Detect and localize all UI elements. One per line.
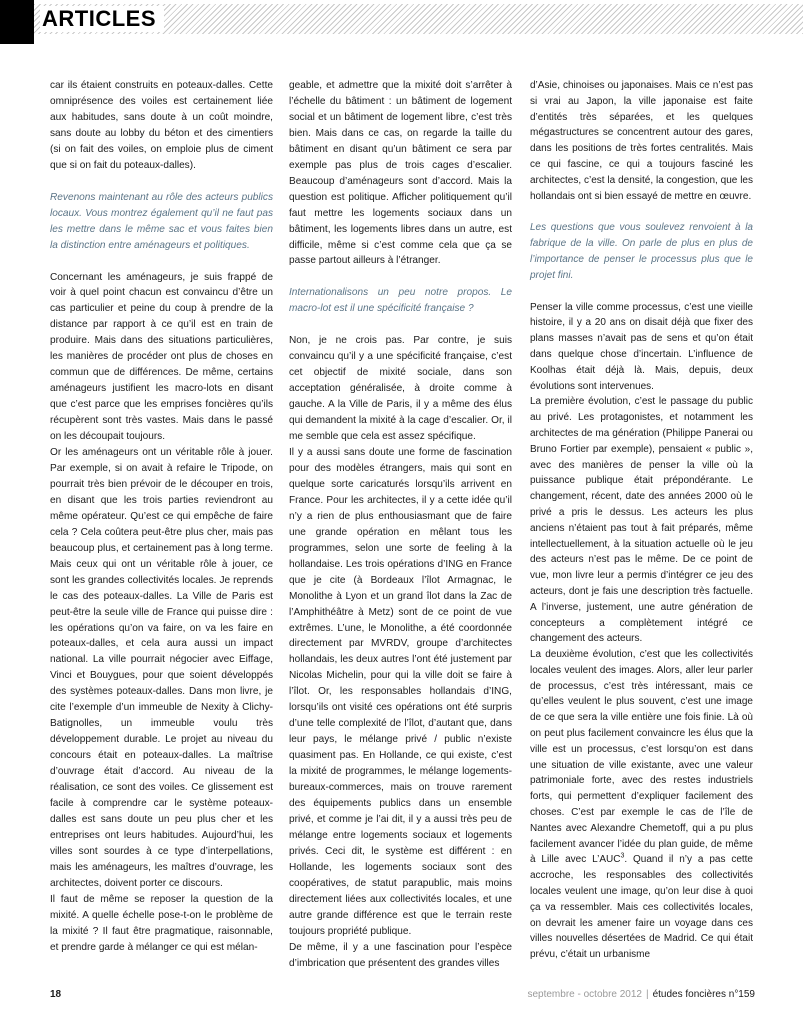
section-header	[0, 0, 803, 44]
footer-issue-info	[527, 989, 755, 1000]
body-paragraph: Non, je ne crois pas. Par contre, je suis convaincu qu’il y a une spécificité française, c’est cet objectif de mixité sociale, dans son acceptation généralisée, à droite comme à gauche. A la Ville de Paris, il y a même des élus qui demandent la mixité à la cage d’escalier. Or, il me semble que cela est assez spécifique.	[289, 335, 512, 443]
body-paragraph: Il y a aussi sans doute une forme de fascination pour des modèles étrangers, mais qui sont en quelque sorte caricaturés lorsqu’ils arrivent en France. Pour les architectes, il y a cette idée qu’il n’y a rien de plus enthousiasmant que de faire une grande opération en mêlant tous les programmes, selon une sorte de feeling à la hollandaise. Les trois opérations d’ING en France que je cite (à Bordeaux l’îlot Armagnac, le Monolithe à Lyon et un grand îlot dans la Zac de l’Amphithéâtre à Metz) sont de ce point de vue extrêmes. L’une, le Monolithe, a été coordonnée directement par MVRDV, groupe d’architectes hollandais, les deux autres l’ont été justement par Nicolas Michelin, pour qui la ville doit se faire à l’îlot. Or, les responsables hollandais d’ING, lorsqu’ils ont visité ces opérations ont été surpris d’une telle complexité de l’îlot, d’autant que, dans leur pays, le mélange privé / public n’existe quasiment pas. En Hollande, ce qui existe, c’est la mixité de programmes, le mélange logements-bureaux-commerces, mais on trouve rarement des équipements publics dans un ensemble privé, et comme je l’ai dit, il y a aussi très peu de mélange entre logements sociaux et logements privés. Ceci dit, le système est différent : en Hollande, les logements sociaux sont des coopératives, de statut parapublic, mais moins directement liées aux collectivités locales, et une autre grande différence est que le terrain reste toujours propriété publique.	[289, 447, 512, 937]
page-number: 18	[50, 989, 62, 1000]
body-paragraph: d’Asie, chinoises ou japonaises. Mais ce n’est pas si vrai au Japon, la ville japonaise est faite d’entités très séparées, et les quelques mégastructures se concentrent autour des gares, dans les positions de très fortes centralités. Mais ce qui fascine, ce qui a toujours fasciné les architectes, c’est la densité, la congestion, que les hollandais ont si bien essayé de mettre en œuvre.	[530, 80, 753, 202]
text-column-2	[289, 78, 512, 971]
body-paragraph: geable, et admettre que la mixité doit s’arrêter à l’échelle du bâtiment : un bâtiment de logement social et un bâtiment de logement libre, c’est très bien. Mais dans ce cas, on regarde la taille du bâtiment en disant qu’un bâtiment ce sera par exemple pas plus de trois cages d’escalier. Beaucoup d’aménageurs sont d’accord. Mais la question est politique. Afficher politiquement qu’il faut mettre les logements sociaux dans un bâtiment, les logements libres dans un autre, est difficile, même si c’est comme cela que ça se passe partout ailleurs à l’étranger.	[289, 80, 512, 267]
paragraph-text: La deuxième évolution, c’est que les collectivités locales veulent des images. Alors, aller leur parler de processus, c’est très intéressant, mais ce qu’elles veulent le plus souvent, c’est une image de ce que sera la ville entière une fois finie. Là où on peut plus facilement convaincre les élus que la ville est un processus, c’est lorsqu’on est dans une situation de ville existante, avec une valeur patrimoniale forte, avec des restes industriels forts, qui permettent d’expliquer facilement des choses. C’est par exemple le cas de l’île de Nantes avec Alexandre Chemetoff, qui a pu plus facilement avancer l’idée du plan guide, de même à Lille avec L’AUC	[530, 649, 753, 866]
footer-issue: septembre - octobre 2012	[527, 989, 642, 1000]
body-paragraph: car ils étaient construits en poteaux-dalles. Cette omniprésence des voiles est certainement liée aux habitudes, sans doute à un coût moindre, sans doute au lobby du béton et des cimentiers (si on fait des voiles, on emploie plus de ciment que si on fait du poteaux-dalles).	[50, 80, 273, 171]
interview-question: Les questions que vous soulevez renvoient à la fabrique de la ville. On parle de plus en plus de l’importance de penser le processus plus que le projet fini.	[530, 222, 753, 281]
body-paragraph	[530, 647, 753, 963]
section-title: ARTICLES	[40, 6, 164, 32]
footer-separator: |	[645, 989, 649, 1000]
body-paragraph: Concernant les aménageurs, je suis frappé de voir à quel point chacun est convaincu d’être un cas particulier et peine du coup à prendre de la distance par rapport à ce qu’il est en train de produire. Mais dans des situations particulières, les manières de procéder ont plus de choses en commun que de différences. De même, certains aménageurs justifient les macro-lots en disant que c’est parce que les emprises foncières qu’ils récupèrent sont très vastes. Mais dans le passé on les découpait toujours.	[50, 271, 273, 443]
interview-question: Revenons maintenant au rôle des acteurs publics locaux. Vous montrez également qu’il ne faut pas les mettre dans le même sac et vous faites bien la distinction entre aménageurs et politiques.	[50, 191, 273, 251]
paragraph-text-continued: . Quand il n’y a pas cette accroche, les responsables des collectivités locales veulent une image, qu’on leur dise à quoi ça va ressembler. Mais ces collectivités locales, on devrait les amener faire un voyage dans ces villes nouvelles désertées de Madrid. Ce qui était prévu, c’était un urbanisme	[530, 854, 753, 961]
body-paragraph: Or les aménageurs ont un véritable rôle à jouer. Par exemple, si on avait à refaire le Tripode, on pourrait très bien prévoir de le découper en trois, en disant que les trois parties reviendront au même opérateur. Qu’est ce qui empêche de faire cela ? Cela coûtera peut-être plus cher, mais pas beaucoup plus, et certainement pas à long terme. Mais ceux qui ont un véritable rôle à jouer, ce sont les grandes collectivités locales. Je reprends le cas des poteaux-dalles. La Ville de Paris est peut-être la seule ville de France qui puisse dire : les opérations qu’on va faire, on va les faire en poteaux-dalles, et cela aura aussi un impact national. La ville pourrait négocier avec Eiffage, Vinci et Bouygues, pour que soient développés des systèmes poteaux-dalles. Dans mon livre, je cite l’exemple d’un immeuble de Nexity à Clichy-Batignolles, un immeuble voulu très développement durable. Le projet au niveau du concours était en poteaux-dalles. La maîtrise d’ouvrage était d’accord. Au niveau de la réalisation, ce sont des voiles. Ce glissement est facile à comprendre car le système poteaux-dalles est sans doute un peu plus cher et les entreprises ont leurs habitudes. Aujourd’hui, les villes sont sourdes à ce type d’interpellations, mais les aménageurs, les maîtres d’ouvrage, les architectes, doivent porter ce discours.	[50, 447, 273, 889]
interview-question: Internationalisons un peu notre propos. Le macro-lot est il une spécificité française ?	[289, 287, 512, 315]
footer-journal: études foncières n°159	[652, 989, 755, 1000]
text-column-1	[50, 78, 273, 956]
text-column-3	[530, 78, 753, 963]
body-paragraph: Penser la ville comme processus, c’est une vieille histoire, il y a 20 ans on disait déjà que fixer des plans masses n’avait pas de sens et qu’on était dans quelque chose d’incertain. L’influence de Koolhas était déjà là. Mais, depuis, deux évolutions sont intervenues.	[530, 301, 753, 392]
footnote-ref: 3	[620, 853, 625, 861]
header-black-block	[0, 0, 34, 44]
body-paragraph: De même, il y a une fascination pour l’espèce d’imbrication que présentent des grandes villes	[289, 941, 512, 969]
body-paragraph: La première évolution, c’est le passage du public au privé. Les protagonistes, et notamment les architectes de ma génération (Philippe Panerai ou Bruno Fortier par exemple), pensaient « public », avec des manières de penser la ville où la puissance publique était prépondérante. Le changement, récent, date des années 2000 où le privé a pris le dessus. Les acteurs les plus anciens n’étaient pas tout à fait préparés, même intellectuellement, à la situation actuelle où le jeu des acteurs n’est pas le même. De ce point de vue, mon livre leur a permis d’intégrer ce jeu des acteurs, dont je fais une description très factuelle. A l’inverse, justement, une autre génération de concepteurs a complètement intégré ce changement des acteurs.	[530, 396, 753, 645]
body-paragraph: Il faut de même se reposer la question de la mixité. A quelle échelle pose-t-on le problème de la mixité ? Il faut être pragmatique, raisonnable, et prendre garde à mélanger ce qui est mélan-	[50, 893, 273, 953]
